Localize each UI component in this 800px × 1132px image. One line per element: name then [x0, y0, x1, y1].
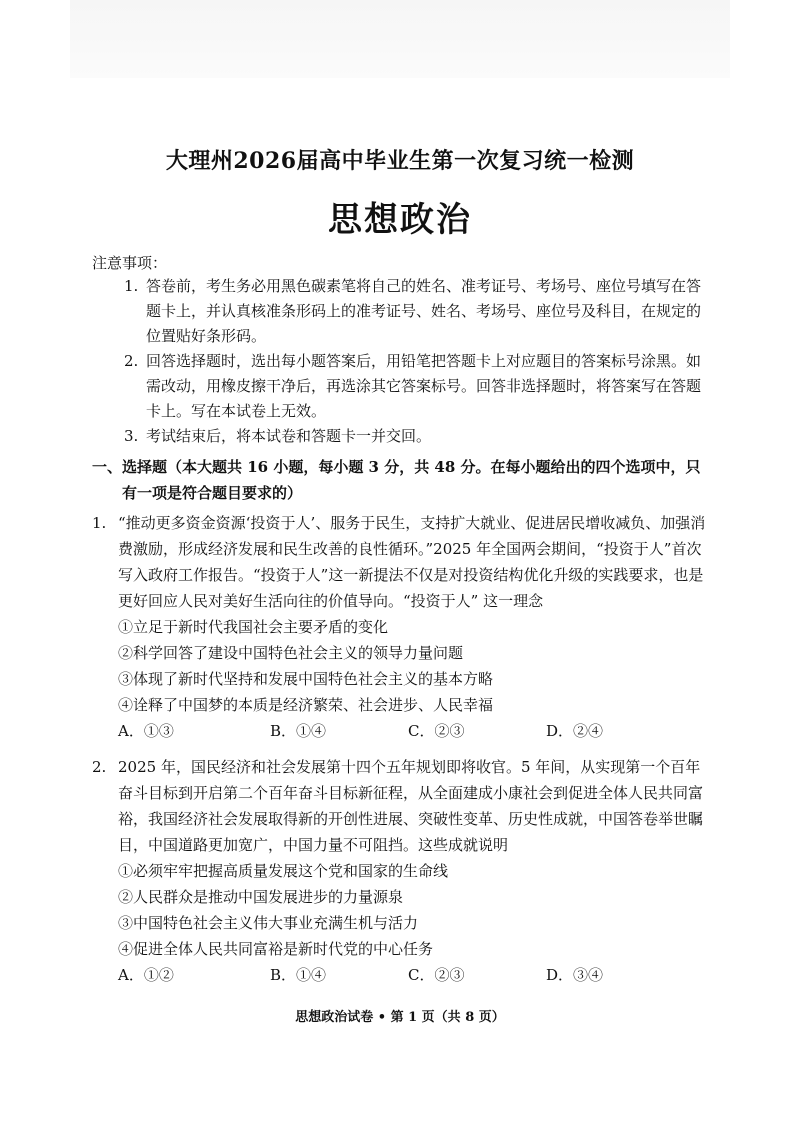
- statement: ③中国特色社会主义伟大事业充满生机与活力: [118, 914, 419, 932]
- notice-number: 2.: [124, 352, 139, 370]
- section-line: 有一项是符合题目要求的）: [122, 484, 303, 502]
- question-1: [92, 510, 712, 744]
- subject-title: 思想政治: [328, 200, 472, 240]
- notice-text: 考试结束后，将本试卷和答题卡一并交回。: [146, 427, 432, 445]
- statement: ①必须牢牢把握高质量发展这个党和国家的生命线: [118, 862, 449, 880]
- section-line: 一、选择题（本大题共 16 小题，每小题 3 分，共 48 分。在每小题给出的四个选项中，只: [92, 458, 701, 476]
- answer-choices: [118, 962, 712, 988]
- statement: ②科学回答了建设中国特色社会主义的领导力量问题: [118, 644, 464, 662]
- question-stem: “推动更多资金资源‘投资于人’、服务于民生，支持扩大就业、促进居民增收减负、加强消费激励，形成经济发展和民生改善的良性循环。”2025 年全国两会期间，“投资于人”首次写入政府工作报告。“投资于人”这一新提法不仅是对投资结构优化升级的实践要求，也是更好回应人民对美好生活向往的价值导向。“投资于人” 这一理念: [118, 514, 706, 610]
- choice-a: A．①③: [118, 722, 174, 740]
- choice-c: C．②③: [408, 966, 465, 984]
- notice-heading: 注意事项：: [92, 254, 168, 272]
- statement: ③体现了新时代坚持和发展中国特色社会主义的基本方略: [118, 670, 494, 688]
- exam-title: 大理州2026届高中毕业生第一次复习统一检测: [165, 148, 635, 174]
- choice-b: B．①④: [270, 966, 327, 984]
- question-number: 1.: [92, 514, 107, 532]
- notice-item: [124, 274, 714, 349]
- statement: ④诠释了中国梦的本质是经济繁荣、社会进步、人民幸福: [118, 696, 494, 714]
- choice-c: C．②③: [408, 722, 465, 740]
- section-heading: [92, 454, 712, 506]
- answer-choices: [118, 718, 712, 744]
- notice-number: 3.: [124, 427, 139, 445]
- question-number: 2.: [92, 758, 107, 776]
- statement-list: [92, 614, 712, 718]
- notice-list: [124, 274, 714, 449]
- notice-text: 答卷前，考生务必用黑色碳素笔将自己的姓名、准考证号、考场号、座位号填写在答题卡上，并认真核准条形码上的准考证号、姓名、考场号、座位号及科目，在规定的位置贴好条形码。: [146, 277, 702, 345]
- statement: ②人民群众是推动中国发展进步的力量源泉: [118, 888, 404, 906]
- question-stem: 2025 年，国民经济和社会发展第十四个五年规划即将收官。5 年间，从实现第一个百年奋斗目标到开启第二个百年奋斗目标新征程，从全面建成小康社会到促进全体人民共同富裕，我国经济社会发展取得新的开创性进展、突破性变革、历史性成就，中国答卷举世瞩目，中国道路更加宽广，中国力量不可阻挡。这些成就说明: [118, 758, 704, 854]
- choice-a: A．①②: [118, 966, 174, 984]
- statement: ④促进全体人民共同富裕是新时代党的中心任务: [118, 940, 434, 958]
- page-footer: 思想政治试卷 • 第 1 页（共 8 页）: [295, 1010, 505, 1025]
- choice-d: D．③④: [546, 966, 604, 984]
- notice-text: 回答选择题时，选出每小题答案后，用铅笔把答题卡上对应题目的答案标号涂黑。如需改动，用橡皮擦干净后，再选涂其它答案标号。回答非选择题时，将答案写在答题卡上。写在本试卷上无效。: [146, 352, 702, 420]
- question-2: [92, 754, 712, 988]
- notice-item: [124, 424, 714, 449]
- statement: ①立足于新时代我国社会主要矛盾的变化: [118, 618, 389, 636]
- notice-item: [124, 349, 714, 424]
- notice-number: 1.: [124, 277, 139, 295]
- scan-shade: [70, 0, 730, 78]
- choice-d: D．②④: [546, 722, 604, 740]
- statement-list: [92, 858, 712, 962]
- choice-b: B．①④: [270, 722, 327, 740]
